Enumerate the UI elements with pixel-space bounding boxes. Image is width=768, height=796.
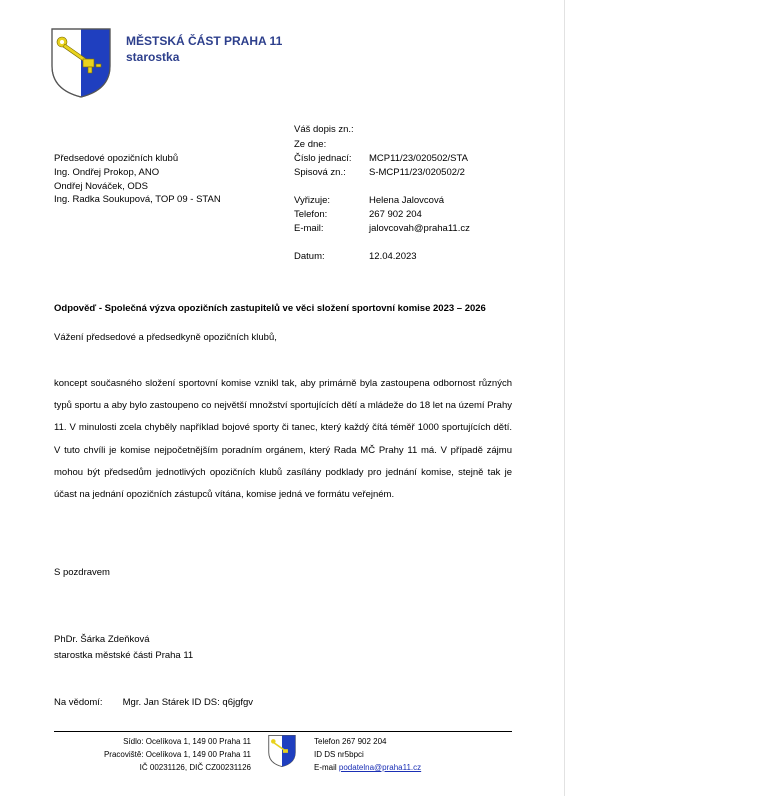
- footer-phone: Telefon 267 902 204: [314, 737, 387, 746]
- footer-address-line: Pracoviště: Ocelíkova 1, 149 00 Praha 11: [103, 750, 251, 759]
- recipient-line: Předsedové opozičních klubů: [54, 153, 179, 164]
- meta-value: MCP11/23/020502/STA: [369, 153, 468, 164]
- letter-closing: S pozdravem: [54, 567, 110, 578]
- recipient-line: Ing. Ondřej Prokop, ANO: [54, 166, 160, 178]
- signature-block: [54, 632, 193, 663]
- meta-label: Spisová zn.:: [294, 167, 346, 178]
- letter-salutation: Vážení předsedové a předsedkyně opozičních klubů,: [54, 332, 277, 343]
- letterhead: [126, 33, 282, 65]
- footer-address: [104, 735, 251, 774]
- meta-label: Číslo jednací:: [294, 153, 352, 164]
- office-name: starostka: [126, 50, 180, 64]
- footer-divider: [54, 731, 512, 732]
- meta-label: Datum:: [294, 251, 325, 262]
- praha11-coat-of-arms-icon: [51, 28, 111, 98]
- cc-line: [54, 697, 253, 708]
- meta-value: S-MCP11/23/020502/2: [369, 167, 465, 178]
- meta-label: Ze dne:: [294, 139, 327, 150]
- praha11-coat-of-arms-icon: [267, 735, 297, 767]
- meta-value: jalovcovah@praha11.cz: [369, 223, 470, 234]
- recipient-line: Ing. Radka Soukupová, TOP 09 - STAN: [54, 194, 221, 206]
- cc-value: Mgr. Jan Stárek ID DS: q6jgfgv: [122, 697, 254, 708]
- letter-body: koncept současného složení sportovní komise vznikl tak, aby primárně byla zastoupena odbornost různých typů sportu a aby bylo zastoupeno co největší množství sportujících dětí a mládeže do 18 let na území Prahy 11. V minulosti zcela chyběly například bojové sporty či tanec, který každý čítá téměř 1000 sportujících dětí. V tuto chvíli je komise nejpočetnějším poradním orgánem, který Rada MČ Prahy 11 má. V případě zájmu mohou být předsedům jednotlivých opozičních klubů zasílány podklady pro jednání komise, stejně tak je účast na jednání opozičních zástupců vítána, komise jedná ve formátu veřejném.: [54, 378, 512, 501]
- footer-email: [314, 761, 421, 774]
- meta-label: Vyřizuje:: [294, 195, 331, 206]
- meta-label: Telefon:: [294, 209, 328, 220]
- org-name: MĚSTSKÁ ČÁST PRAHA 11: [126, 34, 283, 48]
- meta-label: E-mail:: [294, 223, 324, 234]
- footer-email-link[interactable]: podatelna@praha11.cz: [338, 763, 422, 772]
- meta-value: 12.04.2023: [369, 251, 417, 262]
- footer-email-label: E-mail: [314, 763, 339, 772]
- footer-address-line: Sídlo: Ocelíkova 1, 149 00 Praha 11: [123, 737, 251, 746]
- page-edge: [564, 0, 565, 796]
- recipient-address: [54, 152, 221, 207]
- footer-address-line: IČ 00231126, DIČ CZ00231126: [139, 763, 251, 772]
- meta-value: 267 902 204: [369, 209, 422, 220]
- letter-subject: Odpověď - Společná výzva opozičních zastupitelů ve věci složení sportovní komise 2023 – 2026: [54, 303, 486, 314]
- signer-name: PhDr. Šárka Zdeňková: [54, 634, 150, 645]
- signer-title: starostka městské části Praha 11: [54, 649, 194, 661]
- footer-data-box: ID DS nr5bpci: [314, 750, 364, 759]
- footer-contacts: [314, 735, 421, 774]
- meta-label: Váš dopis zn.:: [294, 124, 354, 135]
- recipient-line: Ondřej Nováček, ODS: [54, 180, 148, 192]
- meta-value: Helena Jalovcová: [369, 195, 444, 206]
- cc-label: Na vědomí:: [54, 697, 103, 708]
